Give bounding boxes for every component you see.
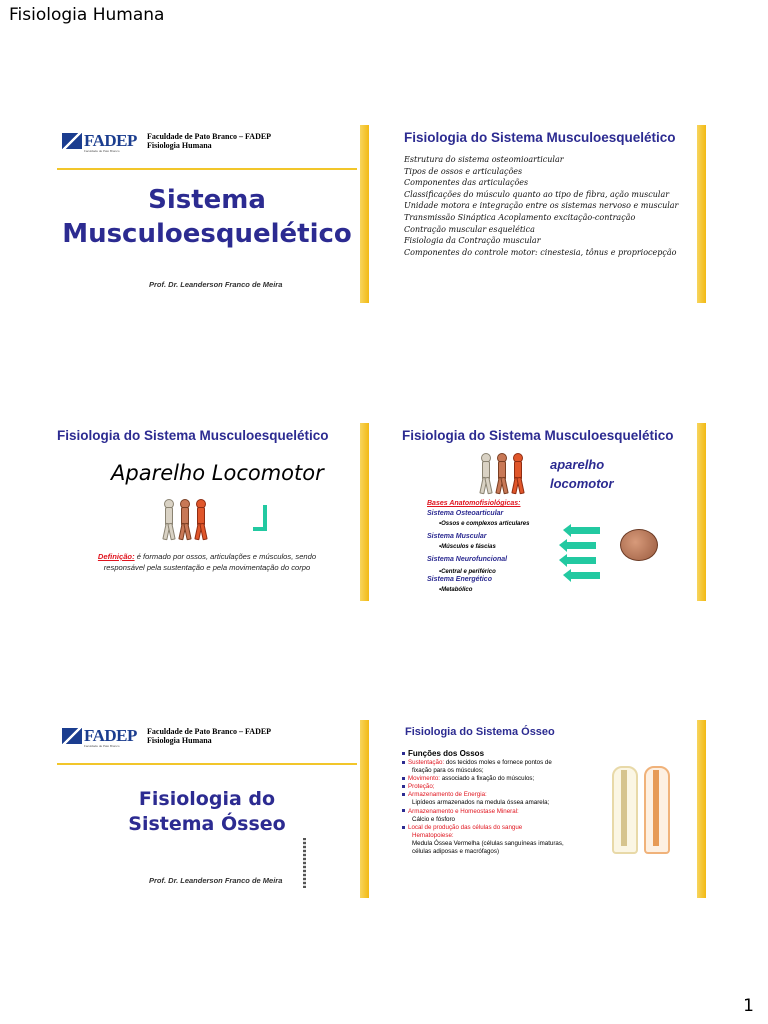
faculty-name: Faculdade de Pato Branco – FADEP: [147, 727, 272, 736]
systems-list: [427, 499, 529, 595]
armazenamento-energia-label: Armazenamento de Energia:: [408, 791, 487, 799]
locomotor-title-line-1: aparelho: [550, 457, 605, 472]
arrow-left-icon: [570, 527, 600, 534]
topic-item: Unidade motora e integração entre os sistemas nervoso e muscular: [404, 201, 679, 211]
definition-text-2: responsável pela sustentação e pela movimentação do corpo: [103, 563, 311, 572]
bullet-square-icon: [402, 785, 405, 788]
topic-list: [404, 154, 678, 258]
spine-image-icon: [303, 838, 306, 888]
slide-heading: Fisiologia do Sistema Musculoesquelético: [402, 428, 674, 443]
system-muscular-detail: •Músculos e fáscias: [439, 544, 496, 550]
fadep-logo: [62, 726, 137, 746]
bullet-square-icon: [402, 777, 405, 780]
system-neurofunctional: Sistema Neurofuncional: [427, 556, 508, 563]
runner-icon: [494, 453, 508, 493]
bullet-square-icon: [402, 826, 405, 829]
movimento-label: Movimento:: [408, 775, 440, 783]
system-osteoarticular: Sistema Osteoarticular: [427, 510, 504, 517]
fadep-logo-text: FADEP: [84, 726, 137, 745]
locomotor-figures: [478, 453, 524, 493]
topic-item: Classificações do músculo quanto ao tipo de fibra, ação muscular: [404, 189, 670, 199]
system-energetic: Sistema Energético: [427, 576, 492, 583]
arrow-left-icon: [570, 572, 600, 579]
turn-arrow-icon: [253, 505, 267, 531]
brain-character-icon: [620, 529, 658, 561]
page-number: 1: [743, 996, 754, 1016]
arrow-left-icon: [566, 557, 596, 564]
bullet-square-icon: [402, 809, 405, 812]
faculty-info: [147, 132, 271, 150]
slide-heading: Fisiologia do Sistema Ósseo: [405, 726, 555, 738]
locomotor-figures: [161, 499, 207, 539]
armazenamento-mineral-label: Armazenamento e Homeostase Mineral:: [408, 807, 519, 815]
system-energetic-detail: •Metabólico: [439, 587, 473, 593]
fadep-logo: [62, 131, 137, 151]
calcio-text: Cálcio e fósforo: [412, 815, 455, 823]
system-muscular: Sistema Muscular: [427, 533, 487, 540]
slide-6: [394, 720, 706, 898]
slide-heading: Fisiologia do Sistema Musculoesquelético: [57, 428, 329, 443]
slide-title-line-1: Sistema: [148, 185, 266, 215]
local-producao-label: Local de produção das células do sangue: [408, 823, 523, 831]
fadep-logo-mark-icon: [62, 133, 82, 149]
topic-item: Tipos de ossos e articulações: [404, 166, 523, 176]
page-header: Fisiologia Humana: [9, 5, 165, 25]
definition-label: Definição:: [97, 552, 135, 561]
muscle-figure-icon: [510, 453, 524, 493]
skeleton-chart-icon: [606, 766, 674, 852]
fadep-logo-mark-icon: [62, 728, 82, 744]
slide-title-line-2: Sistema Ósseo: [128, 813, 286, 835]
sustentacao-text-2: fixação para os músculos;: [412, 767, 484, 775]
yellow-divider: [57, 168, 357, 170]
hematopoiese-label: Hematopoiese:: [412, 831, 454, 839]
skeleton-icon: [161, 499, 175, 539]
muscle-figure-icon: [193, 499, 207, 539]
functions-heading: Funções dos Ossos: [408, 749, 485, 758]
sustentacao-label: Sustentação:: [408, 759, 445, 766]
bullet-square-icon: [402, 761, 405, 764]
bone-functions-list: [402, 749, 564, 856]
system-neurofunctional-detail: •Central e periférico: [439, 569, 496, 575]
locomotor-title-line-2: locomotor: [550, 476, 614, 491]
movimento-text: associado a fixação do músculos;: [439, 775, 535, 783]
bullet-square-icon: [402, 793, 405, 796]
yellow-divider: [57, 763, 357, 765]
slide-2: [394, 125, 706, 303]
medula-text-2: células adiposas e macrófagos): [412, 848, 500, 856]
fadep-logo-text: FADEP: [84, 131, 137, 150]
fadep-logo-subtitle: Faculdade de Pato Branco: [84, 149, 120, 153]
medula-text-1: Medula Óssea Vermelha (células sanguíneas imaturas,: [412, 839, 564, 847]
slide-5: [57, 720, 369, 898]
slide-4: [394, 423, 706, 601]
lipideos-text: Lipídeos armazenados na medula óssea amarela;: [412, 799, 550, 807]
definition-text-1: é formado por ossos, articulações e músculos, sendo: [134, 552, 317, 561]
slide-subtitle: Aparelho Locomotor: [111, 461, 324, 485]
sustentacao-text: dos tecidos moles e fornece pontos de: [444, 759, 552, 766]
slide-3: [57, 423, 369, 601]
course-name: Fisiologia Humana: [147, 141, 212, 150]
topic-item: Contração muscular esquelética: [404, 224, 535, 234]
definition: [57, 551, 357, 573]
topic-item: Fisiologia da Contração muscular: [404, 236, 541, 246]
faculty-name: Faculdade de Pato Branco – FADEP: [147, 132, 272, 141]
protecao-label: Proteção;: [408, 783, 435, 791]
slide-title: [57, 183, 357, 251]
course-name: Fisiologia Humana: [147, 736, 212, 745]
author: Prof. Dr. Leanderson Franco de Meira: [149, 876, 283, 885]
runner-icon: [177, 499, 191, 539]
faculty-info: [147, 727, 271, 745]
fadep-logo-subtitle: Faculdade de Pato Branco: [84, 744, 120, 748]
bases-label: Bases Anatomofisiológicas:: [427, 500, 521, 507]
slide-title-line-1: Fisiologia do: [138, 788, 276, 810]
slide-title: [57, 787, 357, 837]
slide-heading: Fisiologia do Sistema Musculoesquelético: [404, 130, 676, 145]
author: Prof. Dr. Leanderson Franco de Meira: [149, 280, 283, 289]
topic-item: Estrutura do sistema osteomioarticular: [404, 155, 564, 164]
bullet-square-icon: [402, 752, 405, 755]
topic-item: Transmissão Sináptica Acoplamento excitação-contração: [404, 212, 636, 222]
slide-title-line-2: Musculoesquelético: [62, 219, 352, 249]
locomotor-title: [550, 455, 614, 493]
skeleton-icon: [478, 453, 492, 493]
system-osteoarticular-detail: •Ossos e complexos articulares: [439, 521, 530, 527]
slide-1: [57, 125, 369, 303]
topic-item: Componentes do controle motor: cinestesia, tônus e propriocepção: [404, 247, 677, 257]
topic-item: Componentes das articulações: [404, 178, 529, 188]
arrow-left-icon: [566, 542, 596, 549]
